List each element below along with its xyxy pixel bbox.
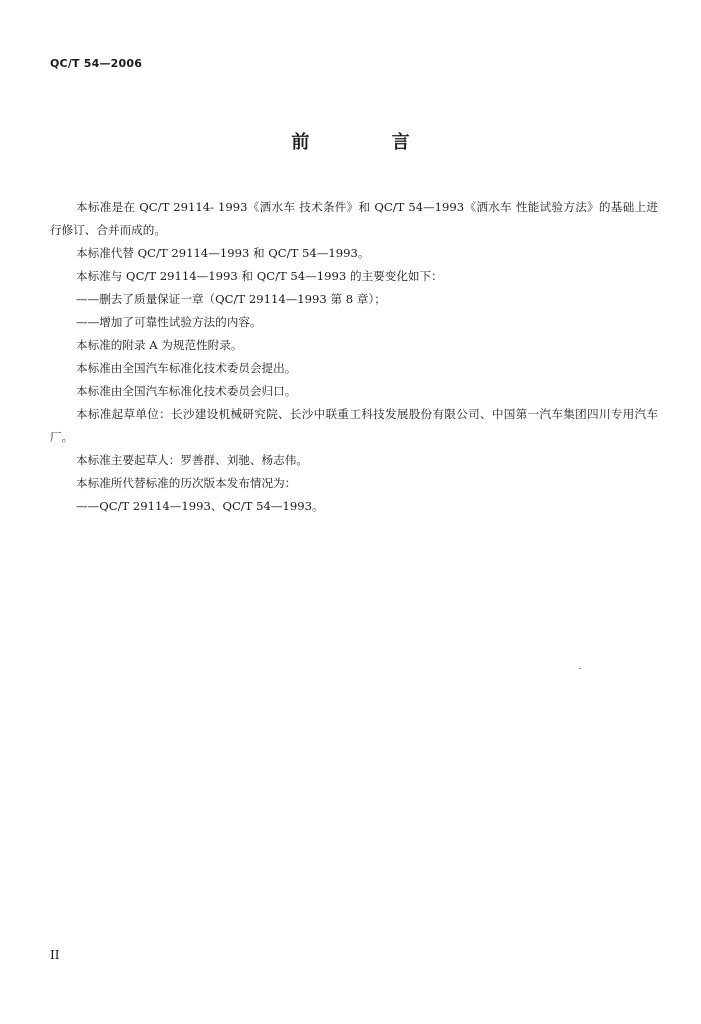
paragraph-change-added: ——增加了可靠性试验方法的内容。: [76, 315, 262, 329]
page-title: 前 言: [291, 132, 448, 153]
page-number: II: [50, 948, 60, 962]
paragraph-managed-by: 本标准由全国汽车标准化技术委员会归口。: [76, 384, 297, 398]
paragraph-basis: 本标准是在 QC/T 29114- 1993《洒水车 技术条件》和 QC/T 54—1993《洒水车 性能试验方法》的基础上进行修订、合并而成的。: [50, 200, 658, 237]
paragraph-changes-intro: 本标准与 QC/T 29114—1993 和 QC/T 54—1993 的主要变化如下：: [76, 269, 443, 283]
standard-code-header: QC/T 54—2006: [50, 57, 143, 70]
foreword-body: [50, 196, 658, 518]
paragraph-replaces: 本标准代替 QC/T 29114—1993 和 QC/T 54—1993。: [76, 246, 370, 260]
paragraph-proposed-by: 本标准由全国汽车标准化技术委员会提出。: [76, 361, 297, 375]
paragraph-drafting-units: 本标准起草单位：长沙建设机械研究院、长沙中联重工科技发展股份有限公司、中国第一汽车集团四川专用汽车厂。: [50, 407, 658, 444]
paragraph-history-list: ——QC/T 29114—1993、QC/T 54—1993。: [76, 499, 324, 513]
scan-speck: [579, 668, 581, 669]
paragraph-history-intro: 本标准所代替标准的历次版本发布情况为：: [76, 476, 297, 490]
paragraph-change-deleted: ——删去了质量保证一章（QC/T 29114—1993 第 8 章）；: [76, 292, 386, 306]
paragraph-appendix: 本标准的附录 A 为规范性附录。: [76, 338, 243, 352]
paragraph-drafters: 本标准主要起草人：罗善群、刘驰、杨志伟。: [76, 453, 308, 467]
